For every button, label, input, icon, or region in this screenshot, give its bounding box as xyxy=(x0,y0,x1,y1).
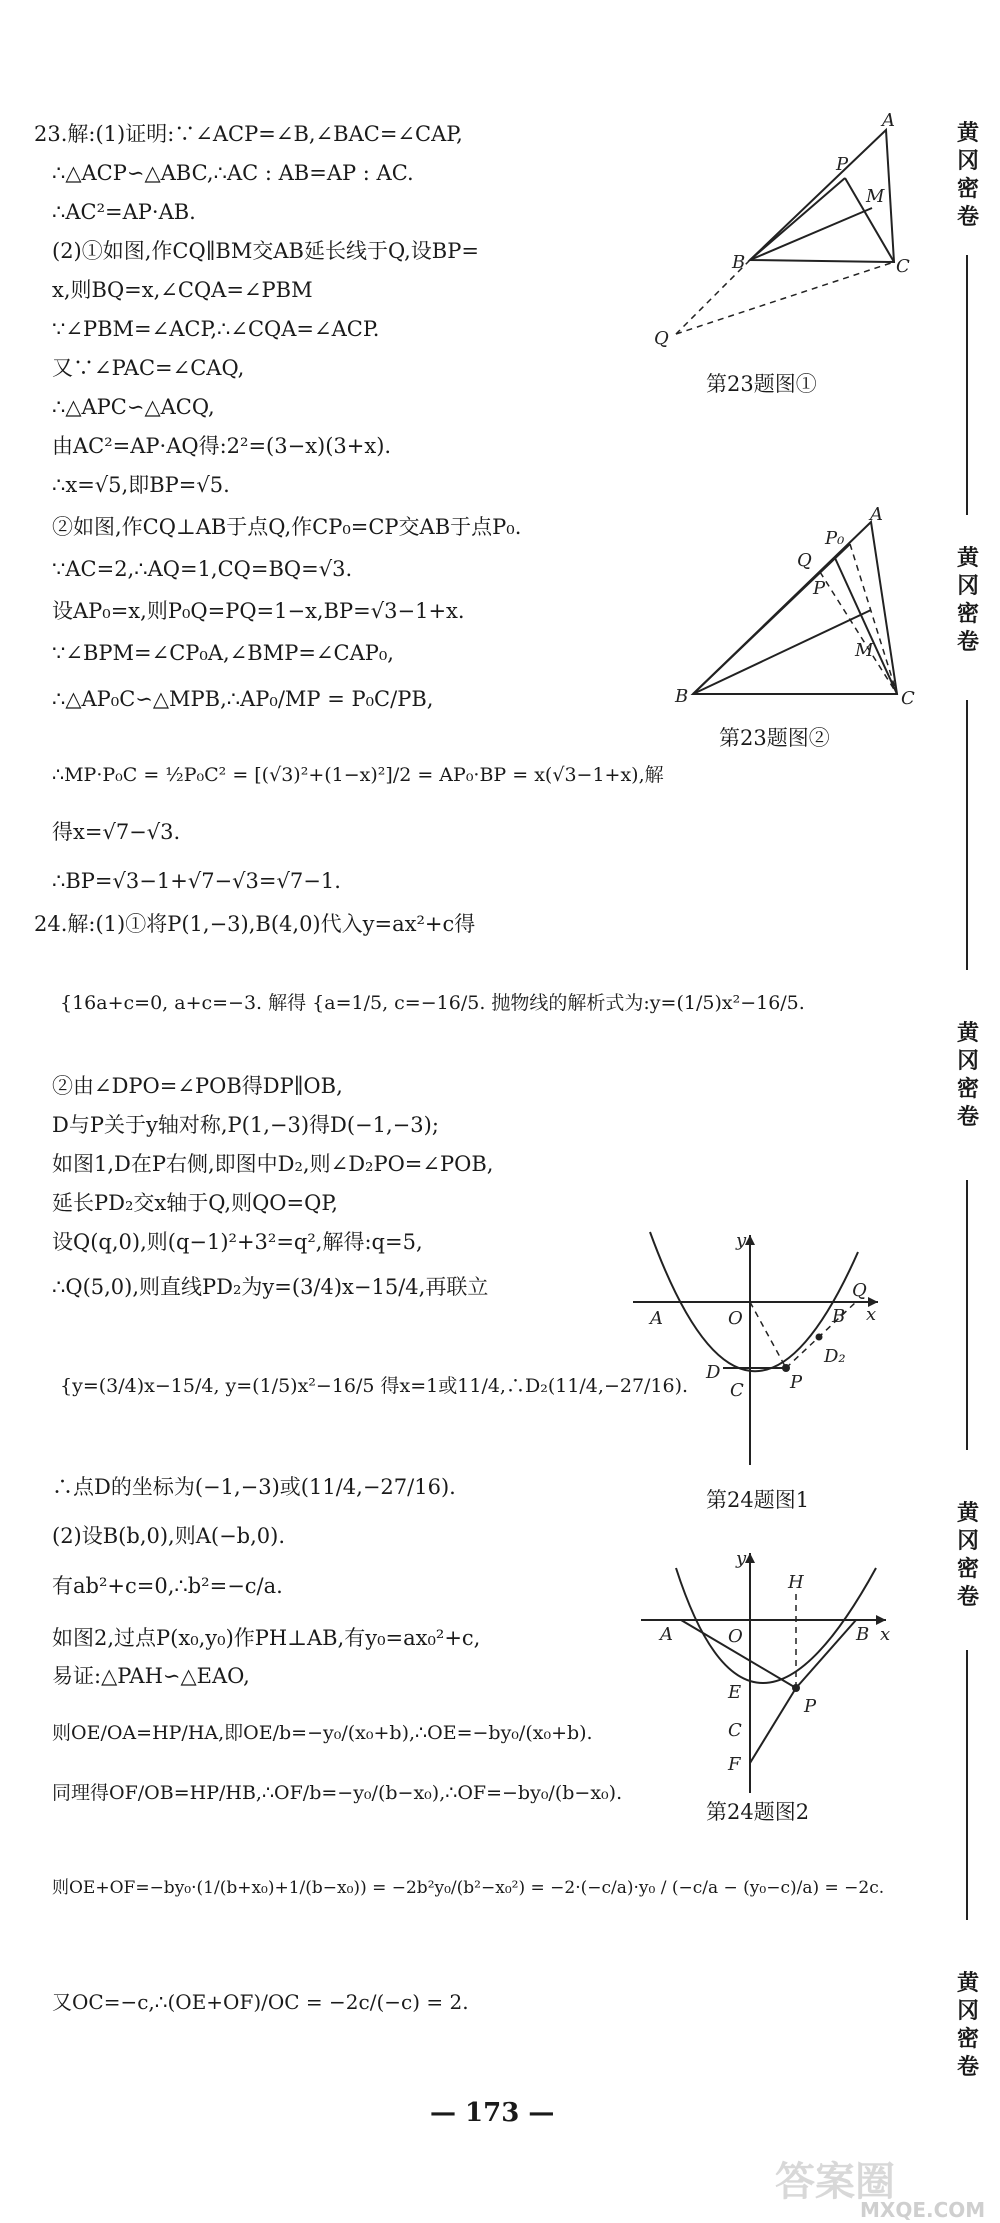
text-line: ∴BP=√3−1+√7−√3=√7−1. xyxy=(52,869,341,893)
label-O: O xyxy=(728,1626,743,1647)
text-line: (2)①如图,作CQ∥BM交AB延长线于Q,设BP= xyxy=(52,239,479,263)
text-line: 又∵∠PAC=∠CAQ, xyxy=(52,356,245,380)
text-line: ∵∠PBM=∠ACP,∴∠CQA=∠ACP. xyxy=(52,317,380,341)
label-A: A xyxy=(660,1624,673,1645)
label-y: y xyxy=(736,1548,747,1569)
sidebar-divider xyxy=(966,1180,968,1450)
sidebar-divider xyxy=(966,255,968,515)
text-line: 设Q(q,0),则(q−1)²+3²=q²,解得:q=5, xyxy=(52,1230,423,1254)
text-line: ∵∠BPM=∠CP₀A,∠BMP=∠CAP₀, xyxy=(52,641,394,665)
text-line: ∴点D的坐标为(−1,−3)或(11/4,−27/16). xyxy=(52,1475,456,1499)
label-P: P xyxy=(813,578,826,599)
label-P0: P₀ xyxy=(825,528,845,549)
text-line: ∴△ACP∽△ABC,∴AC : AB=AP : AC. xyxy=(52,161,414,185)
sidebar-label: 黄冈密卷 xyxy=(956,1021,979,1130)
figure-caption: 第23题图① xyxy=(706,372,817,396)
text-line: 23.解:(1)证明:∵∠ACP=∠B,∠BAC=∠CAP, xyxy=(34,122,463,146)
text-line: 24.解:(1)①将P(1,−3),B(4,0)代入y=ax²+c得 xyxy=(34,912,476,936)
label-M: M xyxy=(866,186,885,207)
label-x: x xyxy=(866,1304,877,1325)
text-line: ∴MP·P₀C = ½P₀C² = [(√3)²+(1−x)²]/2 = AP₀·BP = x(√3−1+x),解 xyxy=(52,764,664,786)
label-B: B xyxy=(832,1306,846,1327)
label-B: B xyxy=(675,686,689,707)
text-line: 又OC=−c,∴(OE+OF)/OC = −2c/(−c) = 2. xyxy=(52,1990,469,2014)
text-line: 同理得OF/OB=HP/HB,∴OF/b=−y₀/(b−x₀),∴OF=−by₀/(b−x₀). xyxy=(52,1782,623,1804)
label-O: O xyxy=(728,1308,743,1329)
sidebar-label: 黄冈密卷 xyxy=(956,1971,979,2080)
watermark: 答案圈 xyxy=(775,2159,895,2205)
figure-24-1 xyxy=(628,1230,888,1470)
sidebar-divider xyxy=(966,700,968,970)
text-line: ②由∠DPO=∠POB得DP∥OB, xyxy=(52,1074,343,1098)
text-line: 如图2,过点P(x₀,y₀)作PH⊥AB,有y₀=ax₀²+c, xyxy=(52,1626,481,1650)
text-line: ∵AC=2,∴AQ=1,CQ=BQ=√3. xyxy=(52,557,353,581)
label-B: B xyxy=(732,252,746,273)
figure-24-2 xyxy=(636,1548,896,1798)
label-x: x xyxy=(880,1624,891,1645)
watermark-url: MXQE.COM xyxy=(860,2198,986,2222)
text-line: x,则BQ=x,∠CQA=∠PBM xyxy=(52,278,313,302)
label-F: F xyxy=(728,1754,741,1775)
label-P: P xyxy=(836,154,849,175)
label-D: D xyxy=(706,1362,721,1383)
label-P: P xyxy=(804,1696,817,1717)
label-D2: D₂ xyxy=(824,1346,846,1367)
text-line: 如图1,D在P右侧,即图中D₂,则∠D₂PO=∠POB, xyxy=(52,1152,494,1176)
text-line: 则OE/OA=HP/HA,即OE/b=−y₀/(x₀+b),∴OE=−by₀/(x₀+b). xyxy=(52,1722,593,1744)
page-number: — 173 — xyxy=(430,2098,555,2128)
text-line: ∴AC²=AP·AB. xyxy=(52,200,196,224)
label-H: H xyxy=(788,1572,804,1593)
figure-caption: 第23题图② xyxy=(719,726,830,750)
figure-23-1 xyxy=(640,110,910,350)
figure-caption: 第24题图1 xyxy=(706,1488,810,1512)
label-P: P xyxy=(790,1372,803,1393)
sidebar-label: 黄冈密卷 xyxy=(956,121,979,230)
label-E: E xyxy=(728,1682,742,1703)
label-A: A xyxy=(870,504,883,525)
figure-23-2 xyxy=(675,504,935,710)
text-line: (2)设B(b,0),则A(−b,0). xyxy=(52,1524,286,1548)
text-line: 延长PD₂交x轴于Q,则QO=QP, xyxy=(52,1191,338,1215)
label-C: C xyxy=(728,1720,742,1741)
label-C: C xyxy=(896,256,910,277)
text-line: ∴△APC∽△ACQ, xyxy=(52,395,215,419)
label-y: y xyxy=(736,1230,747,1251)
figure-caption: 第24题图2 xyxy=(706,1800,810,1824)
text-line: ∴Q(5,0),则直线PD₂为y=(3/4)x−15/4,再联立 xyxy=(52,1275,489,1299)
text-line: 易证:△PAH∽△EAO, xyxy=(52,1664,250,1688)
text-line: {16a+c=0, a+c=−3. 解得 {a=1/5, c=−16/5. 抛物线的解析式为:y=(1/5)x²−16/5. xyxy=(60,992,805,1014)
label-Q: Q xyxy=(852,1280,867,1301)
sidebar-label: 黄冈密卷 xyxy=(956,1501,979,1610)
label-C: C xyxy=(901,688,915,709)
label-A: A xyxy=(882,110,895,131)
text-line: ∴x=√5,即BP=√5. xyxy=(52,473,230,497)
label-M: M xyxy=(855,640,874,661)
text-line: ②如图,作CQ⊥AB于点Q,作CP₀=CP交AB于点P₀. xyxy=(52,515,522,539)
text-line: 设AP₀=x,则P₀Q=PQ=1−x,BP=√3−1+x. xyxy=(52,599,465,623)
sidebar-label: 黄冈密卷 xyxy=(956,546,979,655)
label-Q: Q xyxy=(797,550,812,571)
label-C: C xyxy=(730,1380,744,1401)
text-line: 得x=√7−√3. xyxy=(52,820,181,844)
text-line: ∴△AP₀C∽△MPB,∴AP₀/MP = P₀C/PB, xyxy=(52,687,434,711)
text-line: 由AC²=AP·AQ得:2²=(3−x)(3+x). xyxy=(52,434,392,458)
text-line: D与P关于y轴对称,P(1,−3)得D(−1,−3); xyxy=(52,1113,439,1137)
sidebar-divider xyxy=(966,1650,968,1920)
text-line: 则OE+OF=−by₀·(1/(b+x₀)+1/(b−x₀)) = −2b²y₀/(b²−x₀²) = −2·(−c/a)·y₀ / (−c/a − (y₀−c)/a) = −2c. xyxy=(52,1878,885,1898)
label-A: A xyxy=(650,1308,663,1329)
text-line: {y=(3/4)x−15/4, y=(1/5)x²−16/5 得x=1或11/4,∴D₂(11/4,−27/16). xyxy=(60,1375,689,1397)
label-B: B xyxy=(856,1624,870,1645)
label-Q: Q xyxy=(654,328,669,349)
text-line: 有ab²+c=0,∴b²=−c/a. xyxy=(52,1574,283,1598)
